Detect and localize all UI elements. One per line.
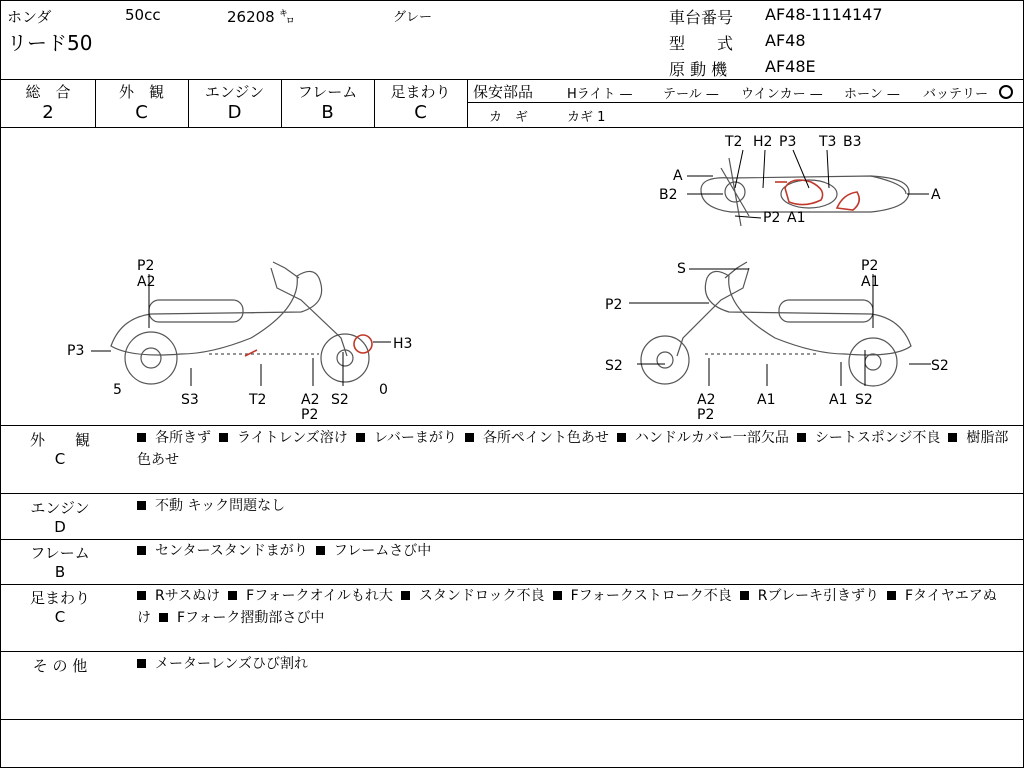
note-item — [356, 430, 457, 446]
left-scooter-seat — [149, 300, 243, 322]
grade-suspension-value: C — [414, 102, 427, 123]
type-label: 型 式 — [669, 34, 734, 53]
grade-exterior-value: C — [135, 102, 148, 123]
note-item-text: ライトレンズ溶け — [237, 430, 348, 446]
diagram-label: A — [673, 168, 683, 184]
grade-overall-value: 2 — [42, 102, 54, 123]
bullet-square-icon — [137, 433, 146, 442]
bullet-square-icon — [401, 591, 410, 600]
note-item-text: レバーまがり — [373, 430, 457, 446]
note-frame-grade: B — [54, 563, 66, 581]
note-item — [553, 588, 732, 604]
displacement: 50cc — [125, 6, 161, 24]
frame-no: AF48-1114147 — [765, 5, 883, 24]
grade-frame-value: B — [321, 102, 334, 123]
note-item — [137, 656, 308, 672]
safety-item-tail: テール — — [663, 87, 719, 102]
diagram-label: S2 — [331, 392, 349, 408]
bullet-square-icon — [137, 501, 146, 510]
top-view-body — [701, 176, 909, 212]
diagram-label: 0 — [379, 382, 388, 398]
diagram-label: A2 — [301, 392, 320, 408]
note-engine-items — [137, 495, 1017, 517]
bullet-square-icon — [465, 433, 474, 442]
bullet-square-icon — [887, 591, 896, 600]
bullet-square-icon — [137, 591, 146, 600]
note-exterior-grade: C — [54, 450, 66, 468]
diagram-label: A2 — [137, 274, 156, 290]
note-item — [740, 588, 879, 604]
diagram-label: P3 — [779, 134, 797, 150]
note-item — [159, 610, 324, 626]
grade-engine-value: D — [227, 102, 242, 123]
note-item-text: 不動 キック問題なし — [155, 498, 286, 514]
key-label: カ ギ — [489, 110, 529, 125]
right-scooter-seat — [779, 300, 873, 322]
diagram-label: H2 — [753, 134, 773, 150]
diagram-label: A1 — [757, 392, 776, 408]
damage-diagram — [1, 128, 1023, 425]
diagram-label: A2 — [697, 392, 716, 408]
note-item — [617, 430, 789, 446]
note-item — [228, 588, 393, 604]
type-value: AF48 — [765, 31, 806, 50]
note-item — [797, 430, 941, 446]
damage-mark — [245, 350, 257, 356]
diagram-label: P2 — [763, 210, 781, 226]
note-engine-grade: D — [54, 518, 66, 536]
engine-label: 原 動 機 — [669, 60, 728, 79]
bullet-square-icon — [219, 433, 228, 442]
note-item-text: Fフォークストローク不良 — [570, 588, 732, 604]
bullet-square-icon — [137, 546, 146, 555]
diagram-label: A1 — [787, 210, 806, 226]
note-item — [401, 588, 545, 604]
diagram-label: P2 — [137, 258, 155, 274]
note-suspension-grade: C — [54, 608, 66, 626]
diagram-label: S2 — [855, 392, 873, 408]
note-frame-items — [137, 540, 1017, 562]
cell-divider — [467, 79, 468, 127]
left-scooter-front-wheel — [321, 334, 369, 382]
diagram-label: P3 — [67, 343, 85, 359]
frame-no-label: 車台番号 — [669, 8, 734, 27]
diagram-label: T2 — [725, 134, 743, 150]
note-item-text: ハンドルカバー一部欠品 — [634, 430, 789, 446]
damage-mark — [354, 335, 372, 353]
note-item-text: 樹脂部色あせ — [137, 430, 1009, 468]
bullet-square-icon — [356, 433, 365, 442]
note-item-text: 各所きず — [155, 430, 211, 446]
bullet-square-icon — [316, 546, 325, 555]
note-item — [219, 430, 348, 446]
divider — [1, 425, 1023, 426]
diagram-label: A1 — [829, 392, 848, 408]
color: グレー — [393, 10, 433, 25]
note-item-text: スタンドロック不良 — [418, 588, 545, 604]
right-scooter-bar — [725, 262, 747, 278]
leader-line — [629, 269, 931, 386]
diagram-label: P2 — [861, 258, 879, 274]
key-value: カギ 1 — [567, 110, 606, 125]
diagram-label: B2 — [659, 187, 678, 203]
diagram-label: T2 — [249, 392, 267, 408]
bullet-square-icon — [948, 433, 957, 442]
divider — [1, 79, 1023, 80]
bullet-square-icon — [228, 591, 237, 600]
divider — [1, 719, 1023, 720]
bullet-square-icon — [553, 591, 562, 600]
note-item — [137, 430, 211, 446]
diagram-label: S2 — [605, 358, 623, 374]
left-scooter-rear-wheel — [125, 332, 177, 384]
left-scooter-bar — [273, 262, 299, 278]
note-item — [137, 498, 285, 514]
note-item-text: Fフォーク摺動部さび中 — [177, 610, 325, 626]
top-view-tail — [871, 176, 906, 194]
mileage: 26208 ㌔ — [227, 8, 295, 26]
grade-suspension-label: 足まわり — [390, 83, 451, 101]
right-view-labels — [605, 258, 949, 423]
note-item-text: メーターレンズひび割れ — [155, 656, 308, 672]
note-suspension-items — [137, 585, 1017, 629]
diagram-label: S2 — [931, 358, 949, 374]
divider — [467, 102, 1023, 103]
grade-engine-label: エンジン — [204, 83, 265, 101]
bullet-square-icon — [617, 433, 626, 442]
leader-line — [91, 274, 391, 386]
note-item — [465, 430, 609, 446]
diagram-label: A — [931, 187, 941, 203]
maker: ホンダ — [7, 8, 52, 26]
note-exterior-items — [137, 427, 1017, 471]
diagram-label: S — [677, 261, 686, 277]
diagram-label: A1 — [861, 274, 880, 290]
note-item — [137, 543, 308, 559]
engine-value: AF48E — [765, 57, 816, 76]
note-item-text: シートスポンジ不良 — [814, 430, 941, 446]
diagram-label: S3 — [181, 392, 199, 408]
diagram-label: 5 — [113, 382, 122, 398]
note-item — [137, 588, 220, 604]
note-exterior-label: 外 観 — [29, 431, 90, 449]
note-item — [316, 543, 431, 559]
safety-label: 保安部品 — [473, 83, 534, 101]
diagram-label: H3 — [393, 336, 413, 352]
safety-item-battery: バッテリー — [923, 87, 989, 102]
diagram-label: P2 — [697, 407, 715, 423]
bullet-square-icon — [137, 659, 146, 668]
note-suspension-label: 足まわり — [29, 589, 90, 607]
note-item-text: Fフォークオイルもれ大 — [246, 588, 393, 604]
safety-item-headlight: Hライト — — [567, 87, 633, 102]
left-scooter-rear-hub — [141, 348, 161, 368]
diagram-label: P2 — [301, 407, 319, 423]
right-scooter-front-hub — [657, 352, 673, 368]
safety-item-horn: ホーン — — [844, 87, 900, 102]
diagram-label: T3 — [819, 134, 837, 150]
note-other-items — [137, 653, 1017, 675]
left-scooter-front-hub — [337, 350, 353, 366]
diagram-label: B3 — [843, 134, 862, 150]
damage-mark — [837, 192, 859, 210]
note-other-label: そ の 他 — [32, 657, 88, 675]
note-item-text: Fタイヤエアぬけ — [137, 588, 997, 626]
note-item-text: Rサスぬけ — [155, 588, 221, 604]
safety-item-winker: ウインカー — — [741, 87, 823, 102]
note-engine-label: エンジン — [30, 499, 90, 517]
grade-overall-label: 総 合 — [25, 83, 71, 101]
right-scooter-body — [705, 271, 911, 355]
bullet-square-icon — [159, 613, 168, 622]
grade-frame-label: フレーム — [297, 83, 358, 101]
note-item-text: Rブレーキ引きずり — [757, 588, 879, 604]
note-frame-label: フレーム — [30, 544, 90, 562]
model-name: リード50 — [7, 31, 93, 55]
diagram-label: P2 — [605, 297, 623, 313]
bullet-square-icon — [740, 591, 749, 600]
right-scooter-front-wheel — [641, 336, 689, 384]
grade-exterior-label: 外 観 — [118, 83, 164, 101]
right-scooter-rear-wheel — [849, 338, 897, 386]
note-item-text: フレームさび中 — [333, 543, 432, 559]
right-scooter-rear-hub — [865, 354, 881, 370]
battery-ok-icon — [999, 85, 1013, 99]
note-item-text: センタースタンドまがり — [155, 543, 308, 559]
divider — [1, 651, 1023, 652]
bullet-square-icon — [797, 433, 806, 442]
note-item-text: 各所ペイント色あせ — [482, 430, 609, 446]
divider — [1, 493, 1023, 494]
